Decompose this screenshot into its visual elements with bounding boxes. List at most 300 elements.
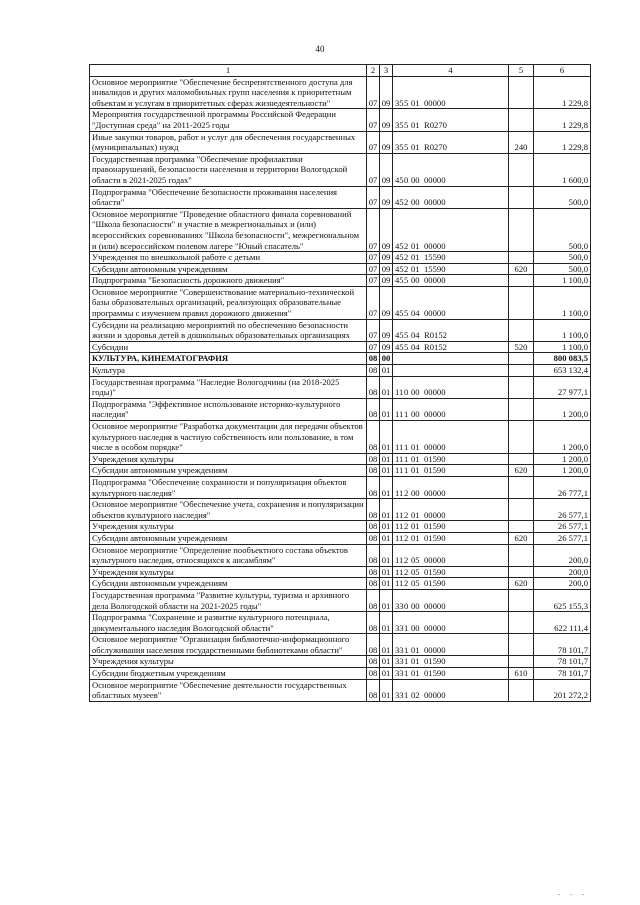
row-name: Основное мероприятие "Проведение областного финала соревнований "Школа безопасности" и участие в межрегиональных и (или) всероссийских соревнованиях "Школа безопасности", межрегиональном и (или) всероссийском полевом лагере "Юный спасатель": [90, 208, 367, 251]
code-part-2: 5: [404, 275, 409, 286]
row-amount: 622 111,4: [534, 612, 591, 634]
row-subsection: 09: [380, 208, 393, 251]
row-subsection: 01: [380, 668, 393, 680]
code-part-4: 00000: [424, 690, 446, 701]
row-expense-type: 620: [509, 465, 534, 477]
code-part-2: 1: [404, 622, 409, 633]
code-part-3: 01: [411, 521, 420, 532]
row-subsection: 01: [380, 465, 393, 477]
row-name: Субсидии: [90, 341, 367, 353]
row-section: 08: [367, 634, 380, 656]
row-amount: 1 200,0: [534, 421, 591, 454]
table-row: [90, 109, 591, 131]
row-section: 07: [367, 153, 380, 186]
row-expense-type: [509, 153, 534, 186]
row-amount: 800 083,5: [534, 353, 591, 365]
row-name: Подпрограмма "Сохранение и развитие культурного потенциала, документального наследия Вологодской области": [90, 612, 367, 634]
code-part-1: 11: [395, 387, 404, 398]
code-part-3: 05: [411, 578, 420, 589]
row-amount: 1 200,0: [534, 453, 591, 465]
row-subsection: 01: [380, 656, 393, 668]
row-section: 08: [367, 532, 380, 544]
row-amount: 1 100,0: [534, 319, 591, 341]
code-part-1: 33: [395, 690, 404, 701]
code-part-4: 00000: [424, 387, 446, 398]
code-part-3: 01: [411, 453, 420, 464]
row-name: Учреждения культуры: [90, 453, 367, 465]
row-name: Мероприятия государственной программы Российской Федерации "Доступная среда" на 2011-2025 годы: [90, 109, 367, 131]
row-expense-type: [509, 376, 534, 398]
code-part-1: 11: [395, 566, 404, 577]
row-section: 08: [367, 578, 380, 590]
code-part-3: 00: [411, 622, 420, 633]
row-section: 08: [367, 612, 380, 634]
row-subsection: 09: [380, 76, 393, 109]
table-row: [90, 532, 591, 544]
row-amount: 500,0: [534, 186, 591, 208]
row-target-code: [393, 668, 509, 680]
row-amount: 1 100,0: [534, 286, 591, 319]
code-part-1: 33: [395, 644, 404, 655]
row-target-code: [393, 275, 509, 287]
row-subsection: 01: [380, 634, 393, 656]
row-target-code: [393, 476, 509, 498]
table-row: [90, 263, 591, 275]
row-section: 07: [367, 319, 380, 341]
row-expense-type: [509, 186, 534, 208]
row-amount: 625 155,3: [534, 589, 591, 611]
row-subsection: 09: [380, 286, 393, 319]
row-subsection: 09: [380, 341, 393, 353]
header-cell-4: 4: [393, 65, 509, 77]
code-part-2: 1: [404, 409, 409, 420]
table-row: [90, 544, 591, 566]
code-part-3: 00: [411, 387, 420, 398]
row-section: 07: [367, 252, 380, 264]
row-name: Государственная программа "Наследие Вологодчины (на 2018-2025 годы)": [90, 376, 367, 398]
row-subsection: 09: [380, 131, 393, 153]
code-part-3: 01: [411, 509, 420, 520]
row-name: Основное мероприятие "Совершенствование материально-технической базы образовательных организаций, реализующих образовательные программы с изучением правил дорожного движения": [90, 286, 367, 319]
row-amount: 1 200,0: [534, 398, 591, 420]
table-row: [90, 566, 591, 578]
code-part-2: 2: [404, 263, 409, 274]
code-part-1: 35: [395, 119, 404, 130]
table-row: [90, 499, 591, 521]
row-amount: 78 101,7: [534, 634, 591, 656]
row-subsection: 01: [380, 679, 393, 701]
row-target-code: [393, 566, 509, 578]
table-row: [90, 578, 591, 590]
code-part-4: 00000: [424, 97, 446, 108]
code-part-2: 1: [404, 453, 409, 464]
row-target-code: [393, 263, 509, 275]
row-subsection: 01: [380, 612, 393, 634]
row-name: КУЛЬТУРА, КИНЕМАТОГРАФИЯ: [90, 353, 367, 365]
row-name: Культура: [90, 365, 367, 377]
code-part-3: 01: [411, 656, 420, 667]
row-expense-type: [509, 521, 534, 533]
row-name: Субсидии на реализацию мероприятий по обеспечению безопасности жизни и здоровья детей в дошкольных образовательных организациях: [90, 319, 367, 341]
row-section: 08: [367, 476, 380, 498]
code-part-2: 1: [404, 465, 409, 476]
row-target-code: [393, 131, 509, 153]
table-row: [90, 365, 591, 377]
row-name: Государственная программа "Развитие культуры, туризма и архивного дела Вологодской области на 2021-2025 годы": [90, 589, 367, 611]
row-expense-type: [509, 679, 534, 701]
code-part-4: R0152: [424, 341, 447, 352]
row-amount: 500,0: [534, 263, 591, 275]
row-expense-type: [509, 252, 534, 264]
row-name: Основное мероприятие "Обеспечение деятельности государственных областных музеев": [90, 679, 367, 701]
code-part-3: 04: [411, 341, 420, 352]
code-part-3: 05: [411, 566, 420, 577]
row-name: Подпрограмма "Безопасность дорожного движения": [90, 275, 367, 287]
code-part-4: R0152: [424, 330, 447, 341]
code-part-4: 01590: [424, 532, 446, 543]
header-cell-3: 3: [380, 65, 393, 77]
code-part-2: 2: [404, 566, 409, 577]
row-name: Субсидии автономным учреждениям: [90, 465, 367, 477]
row-target-code: [393, 353, 509, 365]
row-name: Субсидии автономным учреждениям: [90, 263, 367, 275]
row-target-code: [393, 421, 509, 454]
code-part-3: 02: [411, 690, 420, 701]
row-name: Государственная программа "Обеспечение профилактики правонарушений, безопасности населения и территории Вологодской области в 2021-2025 годах": [90, 153, 367, 186]
code-part-1: 45: [395, 330, 404, 341]
row-name: Субсидии автономным учреждениям: [90, 578, 367, 590]
code-part-3: 00: [411, 197, 420, 208]
code-part-1: 11: [395, 509, 404, 520]
row-subsection: 09: [380, 275, 393, 287]
row-section: 07: [367, 286, 380, 319]
row-subsection: 09: [380, 263, 393, 275]
code-part-2: 2: [404, 487, 409, 498]
row-expense-type: [509, 208, 534, 251]
code-part-3: 01: [411, 263, 420, 274]
row-subsection: 01: [380, 476, 393, 498]
code-part-2: 5: [404, 142, 409, 153]
row-section: 08: [367, 656, 380, 668]
row-section: 08: [367, 589, 380, 611]
row-expense-type: [509, 544, 534, 566]
row-section: 07: [367, 208, 380, 251]
code-part-1: 45: [395, 275, 404, 286]
row-amount: 201 272,2: [534, 679, 591, 701]
code-part-2: 0: [404, 387, 409, 398]
code-part-1: 33: [395, 622, 404, 633]
code-part-1: 11: [395, 465, 404, 476]
row-amount: 1 100,0: [534, 341, 591, 353]
header-row: [90, 65, 591, 77]
table-row: [90, 153, 591, 186]
code-part-4: 00000: [424, 197, 446, 208]
row-name: Основное мероприятие "Организация библиотечно-информационного обслуживания населения государственными библиотеками области": [90, 634, 367, 656]
code-part-4: 01590: [424, 668, 446, 679]
code-part-2: 2: [404, 521, 409, 532]
row-amount: 78 101,7: [534, 656, 591, 668]
code-part-4: 00000: [424, 174, 446, 185]
row-section: 07: [367, 275, 380, 287]
row-section: 08: [367, 421, 380, 454]
row-expense-type: [509, 353, 534, 365]
code-part-3: 00: [411, 275, 420, 286]
budget-table: [89, 64, 591, 702]
row-expense-type: [509, 656, 534, 668]
code-part-1: 33: [395, 600, 404, 611]
table-row: [90, 453, 591, 465]
header-cell-5: 5: [509, 65, 534, 77]
table-row: [90, 252, 591, 264]
row-subsection: 00: [380, 353, 393, 365]
code-part-1: 45: [395, 263, 404, 274]
header-cell-6: 6: [534, 65, 591, 77]
row-subsection: 01: [380, 398, 393, 420]
code-part-2: 2: [404, 509, 409, 520]
table-row: [90, 275, 591, 287]
row-target-code: [393, 465, 509, 477]
code-part-1: 33: [395, 668, 404, 679]
code-part-4: 01590: [424, 521, 446, 532]
row-subsection: 01: [380, 566, 393, 578]
code-part-3: 00: [411, 600, 420, 611]
row-expense-type: [509, 421, 534, 454]
code-part-4: R0270: [424, 119, 447, 130]
table-row: [90, 589, 591, 611]
table-row: [90, 612, 591, 634]
row-section: 08: [367, 376, 380, 398]
row-section: 08: [367, 566, 380, 578]
row-section: 07: [367, 186, 380, 208]
row-amount: 200,0: [534, 544, 591, 566]
code-part-3: 04: [411, 330, 420, 341]
row-name: Учреждения культуры: [90, 566, 367, 578]
row-subsection: 09: [380, 252, 393, 264]
row-amount: 1 100,0: [534, 275, 591, 287]
code-part-3: 01: [411, 644, 420, 655]
row-amount: 500,0: [534, 208, 591, 251]
code-part-1: 45: [395, 174, 404, 185]
page-number: 40: [315, 44, 325, 54]
row-target-code: [393, 453, 509, 465]
row-section: 07: [367, 263, 380, 275]
row-section: 08: [367, 365, 380, 377]
code-part-4: 00000: [424, 240, 446, 251]
row-section: 07: [367, 109, 380, 131]
corner-marks: . . .: [558, 888, 588, 897]
table-row: [90, 465, 591, 477]
code-part-4: 15590: [424, 252, 446, 263]
row-expense-type: 240: [509, 131, 534, 153]
code-part-4: 00000: [424, 487, 446, 498]
code-part-1: 45: [395, 341, 404, 352]
row-amount: 26 577,1: [534, 532, 591, 544]
row-target-code: [393, 656, 509, 668]
row-target-code: [393, 286, 509, 319]
code-part-2: 2: [404, 240, 409, 251]
code-part-1: 45: [395, 308, 404, 319]
row-amount: 26 577,1: [534, 499, 591, 521]
row-target-code: [393, 153, 509, 186]
row-expense-type: 620: [509, 263, 534, 275]
code-part-4: 01590: [424, 566, 446, 577]
row-expense-type: [509, 76, 534, 109]
code-part-2: 1: [404, 690, 409, 701]
code-part-3: 01: [411, 532, 420, 543]
row-amount: 200,0: [534, 578, 591, 590]
code-part-1: 11: [395, 555, 404, 566]
row-section: 07: [367, 76, 380, 109]
row-name: Основное мероприятие "Обеспечение беспрепятственного доступа для инвалидов и других маломобильных групп населения к приоритетным объектам и услугам в приоритетных сферах жизнедеятельности": [90, 76, 367, 109]
row-amount: 1 229,8: [534, 131, 591, 153]
code-part-3: 04: [411, 308, 420, 319]
code-part-1: 11: [395, 409, 404, 420]
row-subsection: 09: [380, 153, 393, 186]
row-target-code: [393, 365, 509, 377]
row-expense-type: [509, 319, 534, 341]
code-part-1: 45: [395, 240, 404, 251]
code-part-3: 01: [411, 442, 420, 453]
code-part-3: 05: [411, 555, 420, 566]
row-subsection: 09: [380, 109, 393, 131]
row-expense-type: [509, 634, 534, 656]
table-row: [90, 76, 591, 109]
row-amount: 500,0: [534, 252, 591, 264]
row-amount: 200,0: [534, 566, 591, 578]
row-subsection: 01: [380, 521, 393, 533]
header-cell-2: 2: [367, 65, 380, 77]
code-part-3: 01: [411, 240, 420, 251]
table-row: [90, 668, 591, 680]
code-part-2: 5: [404, 119, 409, 130]
row-section: 08: [367, 544, 380, 566]
row-name: Иные закупки товаров, работ и услуг для обеспечения государственных (муниципальных) нужд: [90, 131, 367, 153]
row-name: Учреждения культуры: [90, 656, 367, 668]
code-part-1: 11: [395, 453, 404, 464]
code-part-3: 01: [411, 252, 420, 263]
row-section: 08: [367, 465, 380, 477]
row-subsection: 09: [380, 319, 393, 341]
row-target-code: [393, 589, 509, 611]
row-expense-type: [509, 109, 534, 131]
code-part-4: 00000: [424, 600, 446, 611]
code-part-4: 00000: [424, 644, 446, 655]
row-subsection: 01: [380, 453, 393, 465]
code-part-2: 2: [404, 532, 409, 543]
code-part-4: 00000: [424, 442, 446, 453]
row-expense-type: [509, 398, 534, 420]
row-subsection: 01: [380, 578, 393, 590]
code-part-4: 01590: [424, 578, 446, 589]
row-name: Субсидии автономным учреждениям: [90, 532, 367, 544]
row-expense-type: [509, 275, 534, 287]
row-expense-type: [509, 589, 534, 611]
code-part-2: 5: [404, 341, 409, 352]
row-subsection: 01: [380, 376, 393, 398]
table-row: [90, 319, 591, 341]
row-name: Подпрограмма "Обеспечение сохранности и популяризация объектов культурного наследия": [90, 476, 367, 498]
table-row: [90, 208, 591, 251]
row-name: Основное мероприятие "Разработка документации для передачи объектов культурного наследия в частную собственность или пользование, в том числе в особом порядке": [90, 421, 367, 454]
table-row: [90, 286, 591, 319]
code-part-2: 5: [404, 330, 409, 341]
code-part-4: 00000: [424, 622, 446, 633]
code-part-1: 35: [395, 97, 404, 108]
row-expense-type: 610: [509, 668, 534, 680]
row-expense-type: [509, 286, 534, 319]
row-target-code: [393, 341, 509, 353]
code-part-2: 1: [404, 656, 409, 667]
row-section: 08: [367, 353, 380, 365]
table-row: [90, 353, 591, 365]
row-section: 08: [367, 521, 380, 533]
row-target-code: [393, 532, 509, 544]
code-part-4: 01590: [424, 465, 446, 476]
code-part-2: 1: [404, 668, 409, 679]
row-target-code: [393, 109, 509, 131]
row-subsection: 01: [380, 499, 393, 521]
row-expense-type: [509, 612, 534, 634]
code-part-4: 00000: [424, 409, 446, 420]
row-target-code: [393, 578, 509, 590]
code-part-1: 35: [395, 142, 404, 153]
table-row: [90, 656, 591, 668]
row-expense-type: [509, 453, 534, 465]
row-section: 07: [367, 131, 380, 153]
code-part-2: 2: [404, 252, 409, 263]
row-amount: 1 229,8: [534, 109, 591, 131]
row-subsection: 01: [380, 544, 393, 566]
row-target-code: [393, 521, 509, 533]
code-part-1: 11: [395, 532, 404, 543]
code-part-3: 01: [411, 142, 420, 153]
row-expense-type: [509, 365, 534, 377]
row-expense-type: [509, 476, 534, 498]
row-target-code: [393, 612, 509, 634]
code-part-4: 01590: [424, 453, 446, 464]
row-section: 08: [367, 499, 380, 521]
row-section: 08: [367, 679, 380, 701]
row-target-code: [393, 376, 509, 398]
row-name: Учреждения культуры: [90, 521, 367, 533]
code-part-3: 00: [411, 174, 420, 185]
row-expense-type: 620: [509, 578, 534, 590]
row-subsection: 09: [380, 186, 393, 208]
code-part-1: 11: [395, 578, 404, 589]
row-amount: 78 101,7: [534, 668, 591, 680]
row-target-code: [393, 252, 509, 264]
row-expense-type: 620: [509, 532, 534, 544]
row-name: Основное мероприятие "Обеспечение учета, сохранения и популяризации объектов культурного наследия": [90, 499, 367, 521]
row-target-code: [393, 499, 509, 521]
row-name: Учреждения по внешкольной работе с детьми: [90, 252, 367, 264]
code-part-2: 5: [404, 308, 409, 319]
code-part-2: 1: [404, 442, 409, 453]
code-part-4: 15590: [424, 263, 446, 274]
row-amount: 1 229,8: [534, 76, 591, 109]
code-part-4: 01590: [424, 656, 446, 667]
code-part-3: 00: [411, 487, 420, 498]
header-cell-1: 1: [90, 65, 367, 77]
code-part-3: 01: [411, 465, 420, 476]
row-section: 08: [367, 453, 380, 465]
code-part-2: 0: [404, 174, 409, 185]
row-expense-type: [509, 566, 534, 578]
table-row: [90, 679, 591, 701]
row-subsection: 01: [380, 421, 393, 454]
row-name: Основное мероприятие "Определение пообъектного состава объектов культурного наследия, относящихся к ансамблям": [90, 544, 367, 566]
row-target-code: [393, 208, 509, 251]
